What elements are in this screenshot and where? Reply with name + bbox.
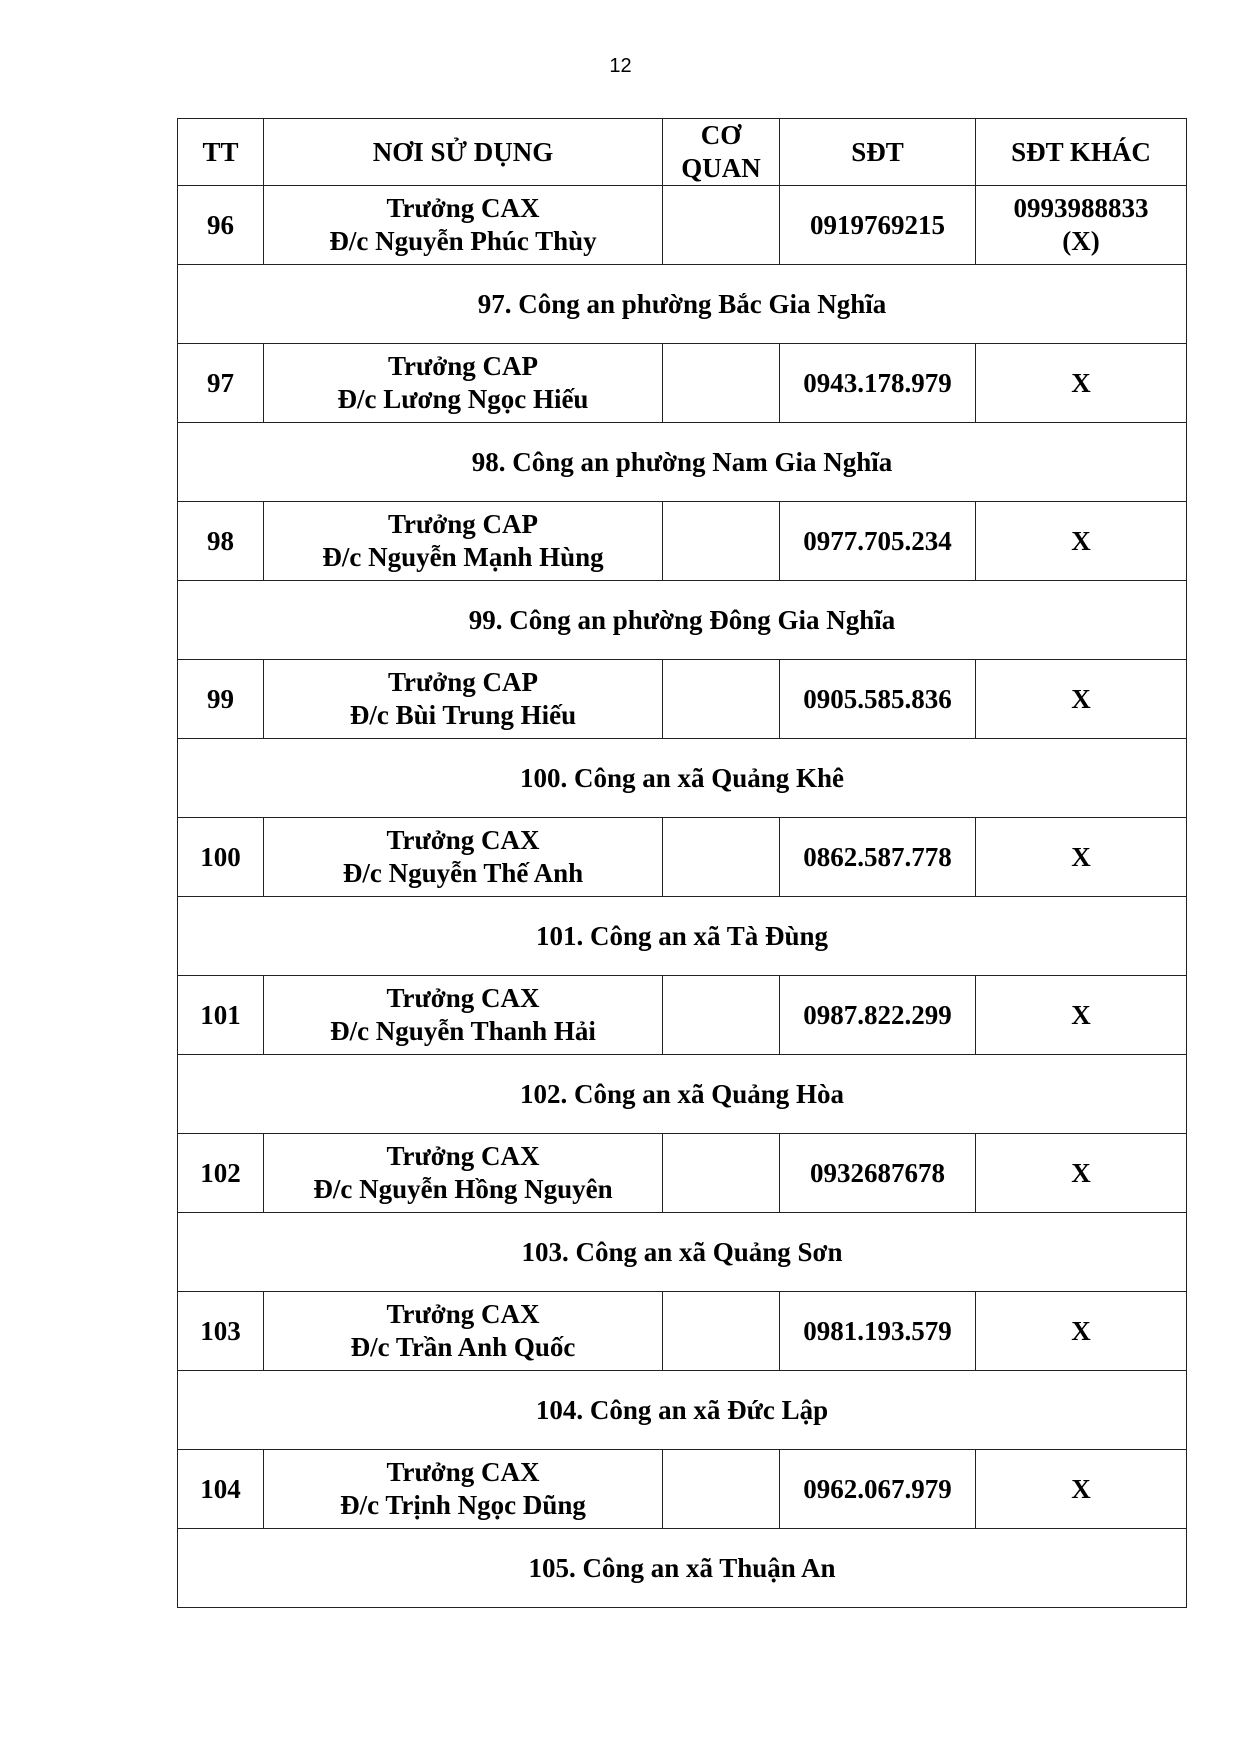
cell-phone: 0977.705.234 — [780, 502, 976, 581]
section-row — [178, 1055, 1187, 1134]
officer-title: Trưởng CAX — [386, 1457, 540, 1487]
cell-phone: 0919769215 — [780, 186, 976, 265]
cell-place — [264, 344, 663, 423]
cell-phone: 0987.822.299 — [780, 976, 976, 1055]
table-row — [178, 502, 1187, 581]
cell-other-phone — [976, 818, 1187, 897]
cell-phone: 0981.193.579 — [780, 1292, 976, 1371]
page-number: 12 — [609, 55, 632, 77]
other-phone-line1: X — [1071, 1315, 1091, 1346]
section-row — [178, 897, 1187, 976]
officer-name: Đ/c Nguyễn Hồng Nguyên — [313, 1174, 613, 1204]
header-other-phone: SĐT KHÁC — [976, 119, 1187, 186]
cell-tt: 103 — [178, 1292, 264, 1371]
cell-place — [264, 186, 663, 265]
cell-phone: 0862.587.778 — [780, 818, 976, 897]
officer-name: Đ/c Nguyễn Thế Anh — [342, 858, 584, 888]
section-row — [178, 1213, 1187, 1292]
cell-phone: 0943.178.979 — [780, 344, 976, 423]
table-row — [178, 818, 1187, 897]
cell-phone: 0905.585.836 — [780, 660, 976, 739]
other-phone-line1: X — [1071, 1157, 1091, 1188]
section-title: 101. Công an xã Tà Đùng — [178, 897, 1187, 976]
header-agency-line1: CƠ — [700, 120, 742, 150]
section-row — [178, 739, 1187, 818]
other-phone-line1: 0993988833 — [1013, 193, 1149, 223]
section-title: 102. Công an xã Quảng Hòa — [178, 1055, 1187, 1134]
cell-tt: 100 — [178, 818, 264, 897]
section-title: 104. Công an xã Đức Lập — [178, 1371, 1187, 1450]
cell-agency — [663, 976, 780, 1055]
cell-tt: 104 — [178, 1450, 264, 1529]
other-phone-line1: X — [1071, 999, 1091, 1030]
officer-name: Đ/c Nguyễn Thanh Hải — [330, 1016, 596, 1046]
table-body — [178, 186, 1187, 1608]
other-phone-line1: X — [1071, 841, 1091, 872]
section-row — [178, 423, 1187, 502]
cell-tt: 101 — [178, 976, 264, 1055]
section-row — [178, 1371, 1187, 1450]
officer-title: Trưởng CAX — [386, 983, 540, 1013]
section-title: 105. Công an xã Thuận An — [178, 1529, 1187, 1608]
cell-agency — [663, 344, 780, 423]
cell-other-phone — [976, 660, 1187, 739]
other-phone-line1: X — [1071, 525, 1091, 556]
table-row — [178, 1134, 1187, 1213]
section-row — [178, 581, 1187, 660]
cell-phone: 0932687678 — [780, 1134, 976, 1213]
section-title: 103. Công an xã Quảng Sơn — [178, 1213, 1187, 1292]
cell-place — [264, 1450, 663, 1529]
cell-other-phone — [976, 344, 1187, 423]
cell-agency — [663, 502, 780, 581]
officer-name: Đ/c Trịnh Ngọc Dũng — [340, 1490, 586, 1520]
section-title: 97. Công an phường Bắc Gia Nghĩa — [178, 265, 1187, 344]
officer-title: Trưởng CAX — [386, 825, 540, 855]
section-row — [178, 1529, 1187, 1608]
officer-name: Đ/c Lương Ngọc Hiếu — [337, 384, 589, 414]
cell-place — [264, 1292, 663, 1371]
officer-title: Trưởng CAX — [386, 1299, 540, 1329]
header-agency-line2: QUAN — [681, 153, 761, 183]
cell-tt: 102 — [178, 1134, 264, 1213]
cell-phone: 0962.067.979 — [780, 1450, 976, 1529]
officer-title: Trưởng CAX — [386, 193, 540, 223]
cell-agency — [663, 818, 780, 897]
header-tt: TT — [178, 119, 264, 186]
table-row — [178, 660, 1187, 739]
officer-title: Trưởng CAP — [388, 509, 538, 539]
cell-tt: 97 — [178, 344, 264, 423]
cell-agency — [663, 1134, 780, 1213]
other-phone-line1: X — [1071, 683, 1091, 714]
other-phone-line1: X — [1071, 367, 1091, 398]
officer-name: Đ/c Nguyễn Phúc Thùy — [329, 226, 597, 256]
header-phone: SĐT — [780, 119, 976, 186]
header-agency — [663, 119, 780, 186]
officer-title: Trưởng CAP — [388, 667, 538, 697]
officer-name: Đ/c Nguyễn Mạnh Hùng — [322, 542, 604, 572]
cell-agency — [663, 1292, 780, 1371]
table-row — [178, 1450, 1187, 1529]
officer-name: Đ/c Bùi Trung Hiếu — [349, 700, 577, 730]
contacts-table — [177, 118, 1187, 1608]
table-row — [178, 1292, 1187, 1371]
cell-other-phone — [976, 1292, 1187, 1371]
section-title: 100. Công an xã Quảng Khê — [178, 739, 1187, 818]
cell-place — [264, 976, 663, 1055]
cell-place — [264, 1134, 663, 1213]
section-row — [178, 265, 1187, 344]
cell-agency — [663, 660, 780, 739]
cell-tt: 99 — [178, 660, 264, 739]
officer-title: Trưởng CAX — [386, 1141, 540, 1171]
other-phone-line2: (X) — [1062, 226, 1100, 256]
section-title: 99. Công an phường Đông Gia Nghĩa — [178, 581, 1187, 660]
officer-name: Đ/c Trần Anh Quốc — [350, 1332, 576, 1362]
table-row — [178, 976, 1187, 1055]
table-row — [178, 186, 1187, 265]
cell-place — [264, 818, 663, 897]
table-header-row — [178, 119, 1187, 186]
cell-tt: 98 — [178, 502, 264, 581]
section-title: 98. Công an phường Nam Gia Nghĩa — [178, 423, 1187, 502]
cell-other-phone — [976, 1450, 1187, 1529]
cell-other-phone — [976, 186, 1187, 265]
cell-other-phone — [976, 1134, 1187, 1213]
cell-place — [264, 502, 663, 581]
table-row — [178, 344, 1187, 423]
cell-other-phone — [976, 976, 1187, 1055]
cell-agency — [663, 1450, 780, 1529]
header-place: NƠI SỬ DỤNG — [264, 119, 663, 186]
cell-place — [264, 660, 663, 739]
other-phone-line1: X — [1071, 1473, 1091, 1504]
cell-agency — [663, 186, 780, 265]
cell-tt: 96 — [178, 186, 264, 265]
officer-title: Trưởng CAP — [388, 351, 538, 381]
cell-other-phone — [976, 502, 1187, 581]
